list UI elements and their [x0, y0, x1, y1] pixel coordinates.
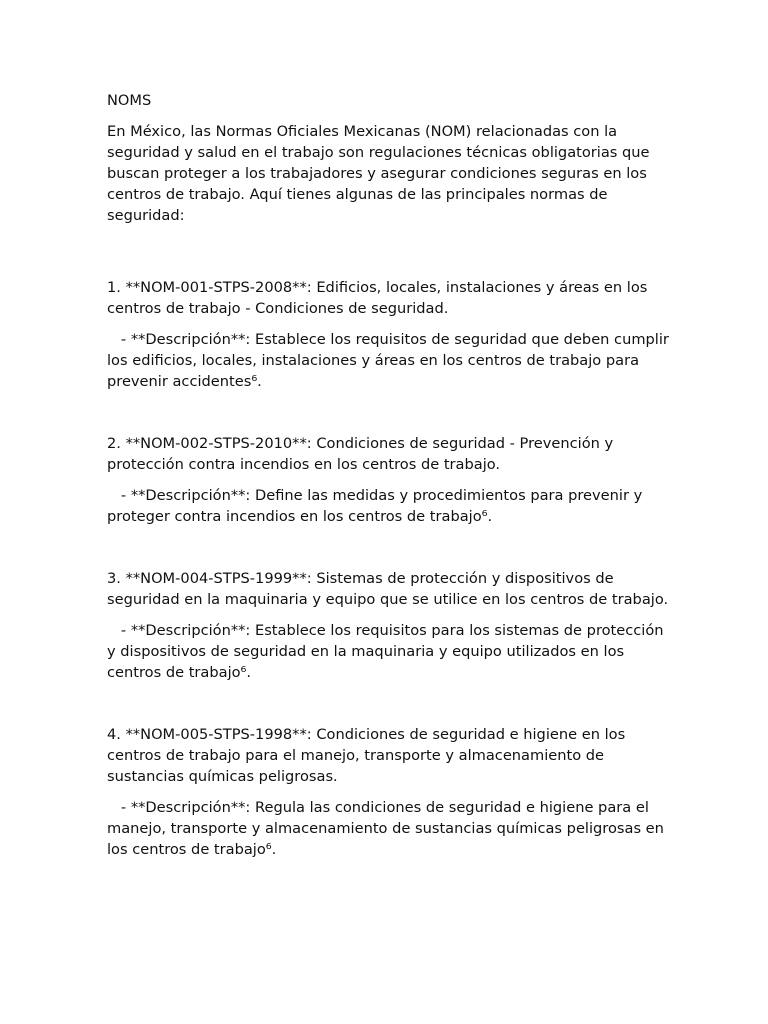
norm-item-4 — [107, 724, 669, 860]
spacer — [107, 683, 669, 724]
document-page — [107, 90, 674, 860]
norm-description: - **Descripción**: Establece los requisitos para los sistemas de protección y dispositivos de seguridad en la maquinaria y equipo utilizados en los centros de trabajo⁶. — [107, 622, 669, 681]
norm-item-3 — [107, 568, 669, 683]
norm-item-2 — [107, 433, 669, 527]
norm-description: - **Descripción**: Define las medidas y procedimientos para prevenir y proteger contra incendios en los centros de trabajo⁶. — [107, 487, 647, 525]
norm-heading: 2. **NOM-002-STPS-2010**: Condiciones de seguridad - Prevención y protección contra incendios en los centros de trabajo. — [107, 435, 614, 473]
norm-item-1 — [107, 277, 674, 392]
spacer — [107, 236, 669, 277]
document-title: NOMS — [107, 92, 152, 109]
norm-heading: 4. **NOM-005-STPS-1998**: Condiciones de seguridad e higiene en los centros de trabajo para el manejo, transporte y almacenamiento de sustancias químicas peligrosas. — [107, 726, 626, 785]
intro-paragraph: En México, las Normas Oficiales Mexicanas (NOM) relacionadas con la seguridad y salud en el trabajo son regulaciones técnicas obligatorias que buscan proteger a los trabajadores y asegurar condiciones seguras en los centros de trabajo. Aquí tienes algunas de las principales normas de seguridad: — [107, 123, 655, 224]
spacer — [107, 392, 669, 433]
norm-description: - **Descripción**: Regula las condiciones de seguridad e higiene para el manejo, transporte y almacenamiento de sustancias químicas peligrosas en los centros de trabajo⁶. — [107, 799, 669, 858]
norm-heading: 1. **NOM-001-STPS-2008**: Edificios, locales, instalaciones y áreas en los centros de trabajo - Condiciones de seguridad. — [107, 279, 648, 317]
spacer — [107, 527, 669, 568]
norm-heading: 3. **NOM-004-STPS-1999**: Sistemas de protección y dispositivos de seguridad en la maquinaria y equipo que se utilice en los centros de trabajo. — [107, 570, 669, 608]
norm-description: - **Descripción**: Establece los requisitos de seguridad que deben cumplir los edificios, locales, instalaciones y áreas en los centros de trabajo para prevenir accidentes⁶. — [107, 331, 674, 390]
